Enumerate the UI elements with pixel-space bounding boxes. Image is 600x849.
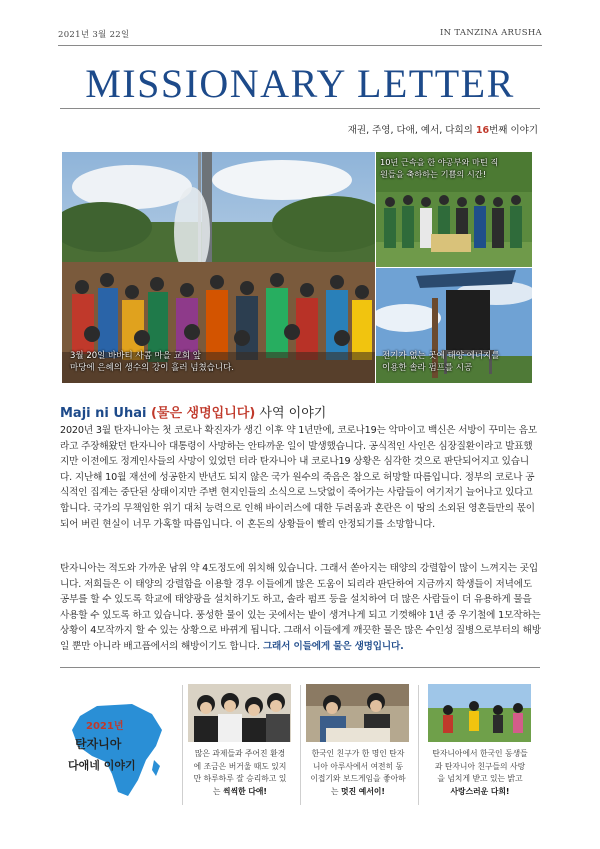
top-divider [58, 45, 542, 46]
footer-country: 탄자니아 [75, 737, 122, 751]
card-1-photo [188, 684, 291, 742]
staff-photo-caption: 10년 근속을 한 야공부와 마틴 직 원들을 축하하는 기쁨의 시간! [380, 157, 499, 179]
card-divider [182, 685, 183, 805]
paragraph-2-highlight: 그래서 이들에게 물은 생명입니다. [259, 640, 404, 652]
card-2-caption: 한국인 친구가 한 명인 탄자 니아 아루사에서 여전히 동 이접기와 보드게임을 좋아하 는 멋진 예서이! [310, 749, 406, 796]
letter-number: 16 [475, 125, 490, 136]
letter-location: IN TANZINA ARUSHA [440, 28, 542, 38]
card-1-caption: 많은 과제들과 주어진 환경 에 조금은 버거울 때도 있지 만 하루하루 잘 승리하고 있 는 씩씩한 다애! [193, 749, 287, 796]
card-3-photo [428, 684, 531, 742]
card-divider [418, 685, 419, 805]
main-photo-caption: 3월 20일 바바티 사콤 마을 교회 앞 마당에 은혜의 생수의 강이 흘러 넘쳤습니다. [70, 351, 235, 373]
title-divider [60, 108, 540, 109]
main-photo [62, 152, 375, 383]
letter-date: 2021년 3월 22일 [58, 30, 130, 40]
page-title: MISSIONARY LETTER [85, 61, 515, 106]
paragraph-2: 탄자니아는 적도와 가까운 남위 약 4도정도에 위치해 있습니다. 그래서 쏟아지는 태양의 강렬함이 많이 느껴지는 곳입니다. 저희들은 이 태양의 강렬함을 이용할 경우 이들에게 많은 도움이 되리라 판단하여 지금까지 학생들이 저녁에도 공부를 할 수 있도록 학교에 태양광을 설치하기도 하고, 솔라 펌프 등을 설치하여 더 많은 사람들이 더 유용하게 물을 사용할 수 있도록 하고 있습니다. 풍성한 물이 있는 곳에서는 밭이 생겨나게 되고 기껏해야 1년 중 우기철에 1모작하는 상황이 4모작까지 할 수 있는 상황으로 바뀌게 됩니다. 그래서 이들에게 깨끗한 물은 많은 수인성 질병으로부터의 해방일 뿐만 아니라 배고픔에서의 해방이기도 합니다. 그래서 이들에게 물은 생명입니다. [60, 563, 541, 652]
letter-subtitle: 재권, 주영, 다애, 예서, 다희의 16번째 이야기 [347, 125, 538, 136]
footer-year: 2021년 [86, 721, 124, 732]
card-3-caption: 탄자니아에서 한국인 동생들 과 탄자니아 친구들의 사랑 을 넘치게 받고 있는 밝고 사랑스러운 다희! [432, 749, 528, 796]
section-heading: Maji ni Uhai (물은 생명입니다) 사역 이야기 [60, 406, 327, 421]
solar-pump-caption: 전기가 없는 곳에 태양 에너지를 이용한 솔라 펌프를 시공 [382, 351, 500, 373]
top-line [58, 28, 542, 40]
card-divider [300, 685, 301, 805]
footer-story-title: 다애네 이야기 [68, 759, 136, 772]
paragraph-1: 2020년 3월 탄자니아는 첫 코로나 확진자가 생긴 이후 약 1년만에, 코로나19는 악마이고 백신은 서방이 꾸미는 음모라고 주장해왔던 탄자니아 대통령이 사망하는 안타까운 일이 발생했습니다. 공식적인 사인은 심장질환이라고 발표했지만 이전에도 정계인사들의 사망이 있었던 터라 탄자니아 내 코로나19 상황은 심각한 것으로 판단되어지고 있습니다. 지난해 10월 재선에 성공한지 반년도 되지 않은 국가 원수의 죽음은 참으로 허망할 따름입니다. 정부의 코로나 공식적인 집계는 중단된 상태이지만 주변 현지인들의 소식으로 느닷없이 죽어가는 사람들이 여기저기 늘어나고 있다고 합니다. 국가의 무책임한 위기 대처 능력으로 인해 바이러스에 대한 두려움과 혼란은 이 땅의 소외된 영혼들만의 몫이 되어 버린 현실이 너무 가혹할 따름입니다. 이 혼돈의 상황들이 빨리 안정되기를 소망합니다. [60, 425, 537, 530]
footer-divider [60, 667, 540, 668]
card-2-photo [306, 684, 409, 742]
